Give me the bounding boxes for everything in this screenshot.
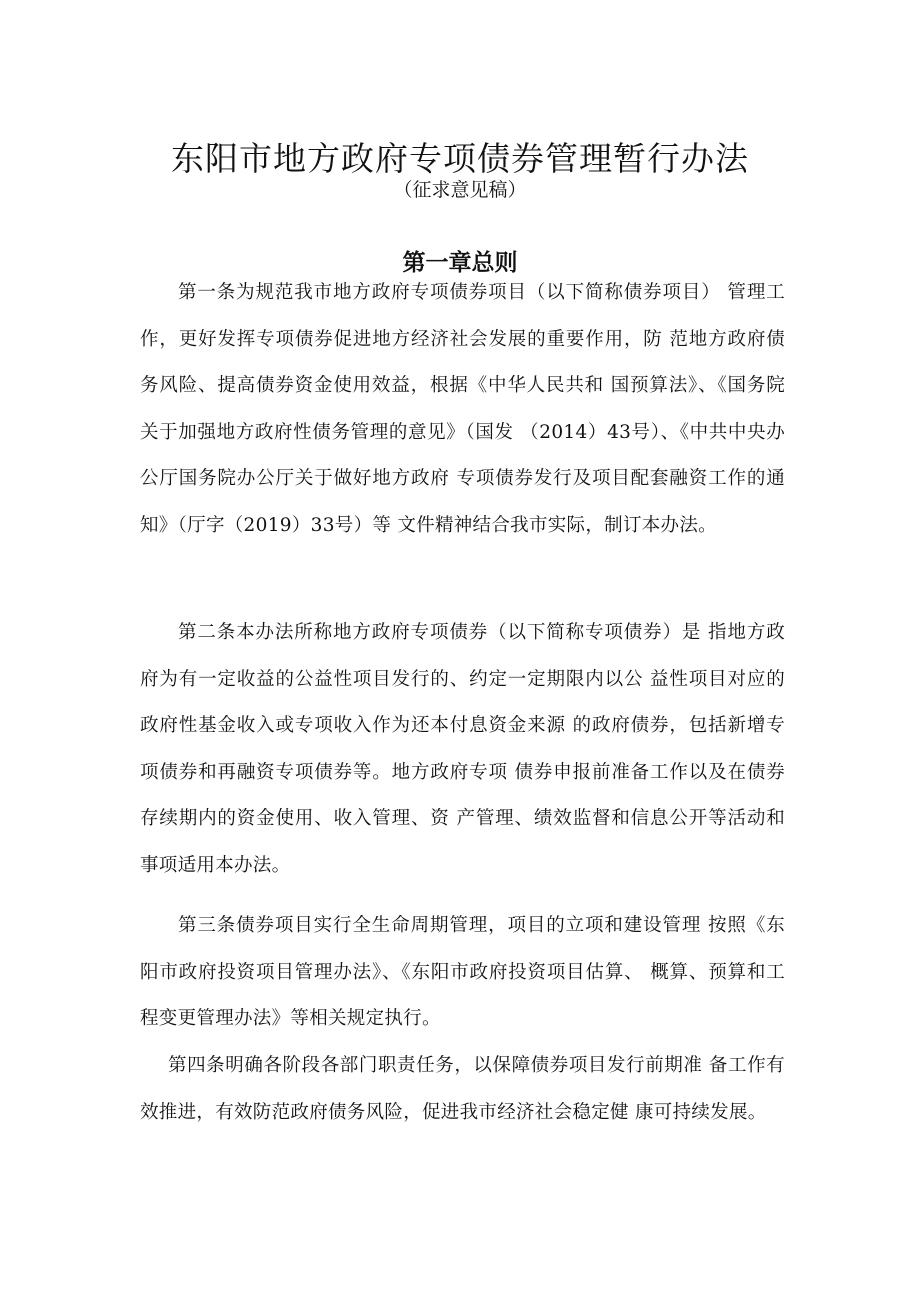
article-4-paragraph: 第四条明确各阶段各部门职责任务，以保障债券项目发行前期准 备工作有效推进，有效防范政府债务风险，促进我市经济社会稳定健 康可持续发展。 xyxy=(140,1055,785,1123)
chapter-heading: 第一章总则 xyxy=(402,250,518,277)
article-2-paragraph: 第二条本办法所称地方政府专项债券（以下简称专项债券）是 指地方政府为有一定收益的公益性项目发行的、约定一定期限内以公 益性项目对应的政府性基金收入或专项收入作为还本付息资金来源 的政府债券，包括新增专项债券和再融资专项债券等。地方政府专项 债券申报前准备工作以及在债券存续期内的资金使用、收入管理、资 产管理、绩效监督和信息公开等活动和事项适用本办法。 xyxy=(140,622,785,876)
article-3-paragraph: 第三条债券项目实行全生命周期管理，项目的立项和建设管理 按照《东阳市政府投资项目管理办法》、《东阳市政府投资项目估算、 概算、预算和工程变更管理办法》等相关规定执行。 xyxy=(140,915,785,1029)
article-1-paragraph: 第一条为规范我市地方政府专项债券项目（以下简称债券项目） 管理工作，更好发挥专项债券促进地方经济社会发展的重要作用，防 范地方政府债务风险、提高债券资金使用效益，根据《中华人民共和 国预算法》、《国务院关于加强地方政府性债务管理的意见》（国发 （2014）43号）、《中共中央办公厅国务院办公厅关于做好地方政府 专项债券发行及项目配套融资工作的通知》（厅字（2019）33号）等 文件精神结合我市实际，制订本办法。 xyxy=(140,282,785,536)
document-title: 东阳市地方政府专项债券管理暂行办法 xyxy=(171,139,749,179)
document-subtitle: （征求意见稿） xyxy=(393,179,527,201)
